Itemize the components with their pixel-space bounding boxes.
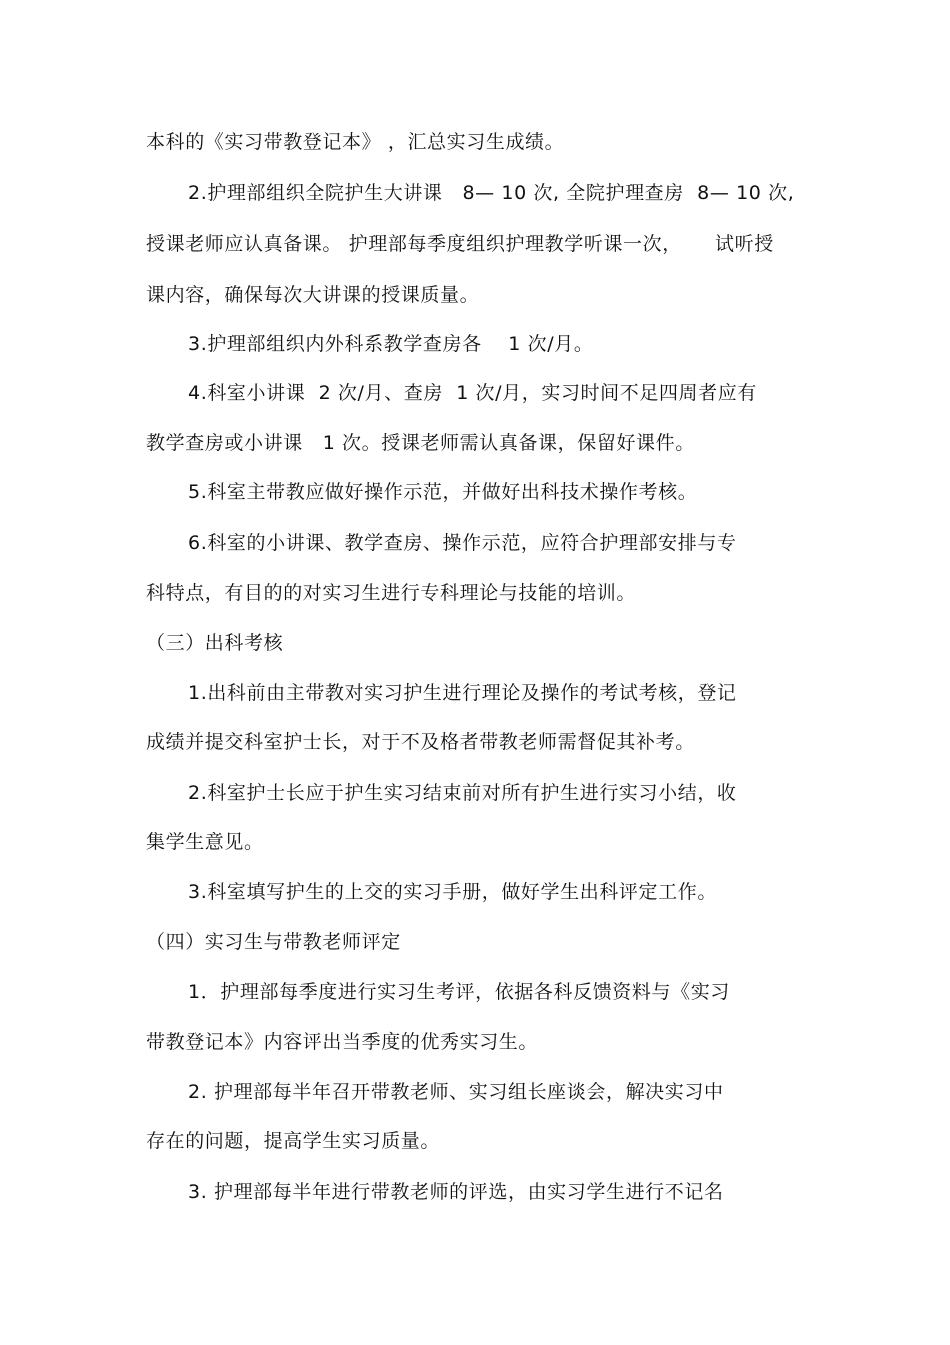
text-line: 3.护理部组织内外科系教学查房各 1 次/月。 bbox=[188, 333, 594, 355]
text-line: 授课老师应认真备课。 护理部每季度组织护理教学听课一次， 试听授 bbox=[146, 233, 774, 255]
text-line: 集学生意见。 bbox=[146, 831, 264, 853]
text-line: 存在的问题，提高学生实习质量。 bbox=[146, 1130, 441, 1152]
text-line: 4.科室小讲课 2 次/月、查房 1 次/月，实习时间不足四周者应有 bbox=[188, 382, 757, 404]
text-line: 5.科室主带教应做好操作示范，并做好出科技术操作考核。 bbox=[188, 481, 698, 503]
text-line: 2.护理部组织全院护生大讲课 8— 10 次, 全院护理查房 8— 10 次, bbox=[188, 182, 795, 204]
text-line: 1．护理部每季度进行实习生考评，依据各科反馈资料与《实习 bbox=[188, 981, 730, 1003]
text-line: 带教登记本》内容评出当季度的优秀实习生。 bbox=[146, 1031, 539, 1053]
text-line: 3. 护理部每半年进行带教老师的评选，由实习学生进行不记名 bbox=[188, 1181, 724, 1203]
text-line: 3.科室填写护生的上交的实习手册，做好学生出科评定工作。 bbox=[188, 881, 717, 903]
text-line: 教学查房或小讲课 1 次。授课老师需认真备课，保留好课件。 bbox=[146, 432, 695, 454]
text-line: 成绩并提交科室护士长，对于不及格者带教老师需督促其补考。 bbox=[146, 731, 695, 753]
text-line: 课内容，确保每次大讲课的授课质量。 bbox=[146, 284, 480, 306]
text-line: 1.出科前由主带教对实习护生进行理论及操作的考试考核，登记 bbox=[188, 682, 737, 704]
text-line: 本科的《实习带教登记本》 ，汇总实习生成绩。 bbox=[146, 131, 565, 153]
section-heading: （四）实习生与带教老师评定 bbox=[146, 931, 401, 953]
text-line: 科特点，有目的的对实习生进行专科理论与技能的培训。 bbox=[146, 582, 637, 604]
text-line: 6.科室的小讲课、教学查房、操作示范，应符合护理部安排与专 bbox=[188, 532, 737, 554]
text-line: 2. 护理部每半年召开带教老师、实习组长座谈会，解决实习中 bbox=[188, 1081, 724, 1103]
section-heading: （三）出科考核 bbox=[146, 632, 284, 654]
text-line: 2.科室护士长应于护生实习结束前对所有护生进行实习小结，收 bbox=[188, 782, 737, 804]
